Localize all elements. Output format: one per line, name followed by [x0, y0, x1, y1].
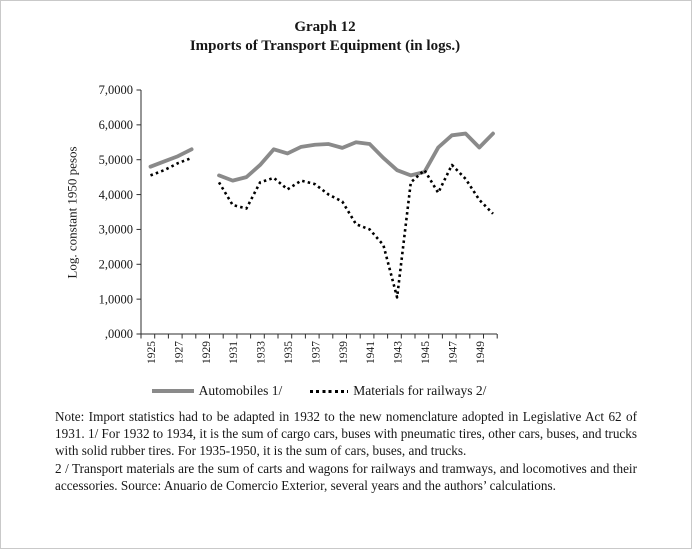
- series-segment: [219, 134, 493, 181]
- automobiles-line-sample: [152, 389, 194, 393]
- x-tick-label: 1949: [474, 341, 487, 364]
- y-tick-label: 1,0000: [98, 292, 133, 307]
- legend-item-automobiles: [152, 383, 283, 399]
- axes: [137, 90, 498, 338]
- y-tick-label: 7,0000: [98, 83, 133, 98]
- note-paragraph-1: Note: Import statistics had to be adapted in 1932 to the new nomenclature adopted in Legislative Act 62 of 1931. 1/ For 1932 to 1934, it is the sum of cargo cars, buses with pneumatic tires, other cars, buses, and trucks with solid rubber tires. For 1935-1950, it is the sum of cars, buses, and trucks.: [55, 409, 637, 459]
- note-paragraph-2: 2 / Transport materials are the sum of carts and wagons for railways and tramways, and locomotives and their accessories. Source: Anuario de Comercio Exterior, several years and the authors’ calculations.: [55, 460, 637, 493]
- legend-item-materials: [310, 383, 486, 399]
- series-segment: [151, 149, 192, 166]
- x-tick-label: 1941: [365, 341, 378, 364]
- x-tick-label: 1945: [420, 341, 432, 364]
- x-tick-label: 1931: [228, 341, 241, 364]
- legend-label-automobiles: Automobiles 1/: [198, 383, 283, 398]
- y-tick-label: 3,0000: [98, 222, 133, 237]
- x-tick-label: 1929: [200, 341, 213, 364]
- y-tick-label: 4,0000: [98, 187, 133, 202]
- y-tick-label: 5,0000: [98, 152, 133, 167]
- axis-labels: [99, 83, 487, 364]
- y-tick-label: 6,0000: [98, 118, 133, 133]
- y-tick-label: 2,0000: [98, 257, 133, 272]
- legend-label-materials: Materials for railways 2/: [353, 383, 487, 398]
- x-tick-label: 1943: [392, 341, 405, 364]
- x-tick-label: 1937: [310, 341, 323, 364]
- series-segment: [219, 165, 493, 297]
- x-tick-label: 1933: [255, 341, 268, 364]
- chart-subtitle: Imports of Transport Equipment (in logs.): [189, 38, 461, 54]
- materials-line-sample: [310, 390, 348, 393]
- x-tick-label: 1927: [173, 341, 186, 364]
- x-tick-label: 1925: [146, 341, 158, 364]
- series-line-automobiles-1: [151, 134, 494, 181]
- y-tick-label: ,0000: [104, 327, 133, 342]
- x-tick-label: 1939: [337, 341, 350, 364]
- chart-legend: [141, 381, 497, 401]
- chart-title: Graph 12: [294, 19, 356, 35]
- figure-notes: [55, 408, 637, 494]
- x-tick-label: 1947: [447, 341, 460, 364]
- y-axis-title: Log. constant 1950 pesos: [64, 146, 80, 279]
- series-line-materials-for-railways-2: [151, 158, 494, 297]
- x-tick-label: 1935: [283, 341, 295, 364]
